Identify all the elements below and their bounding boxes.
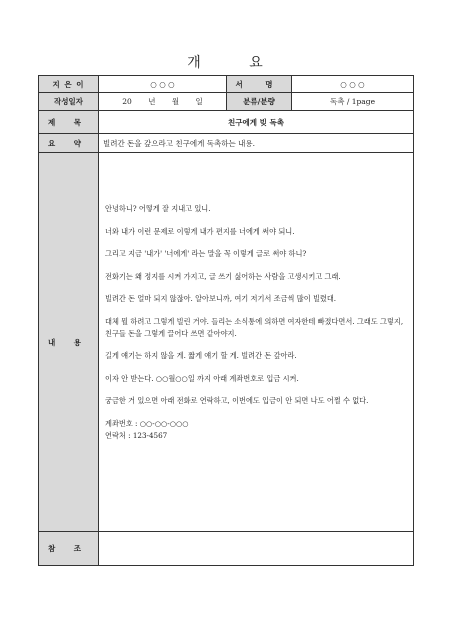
date-row (39, 93, 414, 111)
subject-row (39, 111, 414, 134)
reference-label: 참 조 (39, 532, 99, 566)
content-paragraph: 이자 안 받는다. ○○월○○일 까지 아래 계좌번호로 입금 시켜. (105, 373, 299, 383)
account-number: 계좌번호 : ○○-○○-○○○ (105, 418, 189, 428)
content-body (99, 153, 414, 532)
content-paragraph: 길게 얘기는 하지 않을 게. 짧게 얘기 할 게. 빌려간 돈 갚아라. (105, 351, 297, 360)
author-label: 지 은 이 (39, 76, 99, 93)
page-title: 개 요 (187, 55, 285, 71)
overview-table (38, 75, 414, 566)
date-value: 20 년 월 일 (99, 93, 227, 111)
signature-label: 서 명 (227, 76, 292, 93)
content-paragraph: 그리고 지금 '내가' '너에게' 라는 말을 꼭 이렇게 글로 써야 하니? (105, 249, 307, 258)
content-row (39, 153, 414, 532)
subject-label: 제 목 (39, 111, 99, 134)
author-row (39, 76, 414, 93)
category-value: 독촉 / 1page (292, 93, 414, 111)
reference-value (99, 532, 414, 566)
content-paragraph: 빌려간 돈 얼마 되지 않잖아. 알아보니까, 여기 저기서 조금씩 많이 빌렸대. (105, 294, 337, 303)
category-label: 분류/분량 (227, 93, 292, 111)
signature-value: ○ ○ ○ (292, 76, 414, 93)
content-paragraph: 대체 뭘 하려고 그렇게 빌린 거야. 들리는 소식통에 의하면 여자한테 빠졌다면서. 그래도 그렇지, 친구들 돈을 그렇게 끌어다 쓰면 같아야지. (105, 316, 404, 338)
date-label: 작성일자 (39, 93, 99, 111)
content-label: 내 용 (39, 153, 99, 532)
content-paragraph: 너와 내가 이런 문제로 이렇게 내가 편지를 너에게 써야 되니. (105, 226, 295, 236)
contact-number: 연락처 : 123-4567 (105, 430, 168, 440)
content-paragraph: 안녕하니? 어떻게 잘 지내고 있니. (105, 204, 211, 213)
content-paragraph: 전화기는 왜 정지를 시켜 가지고, 글 쓰기 싫어하는 사람을 고생시키고 그래. (105, 271, 341, 281)
summary-value: 빌려간 돈을 갚으라고 친구에게 독촉하는 내용. (99, 134, 414, 153)
summary-label: 요 약 (39, 134, 99, 153)
reference-row (39, 532, 414, 566)
author-value: ○ ○ ○ (99, 76, 227, 93)
subject-value: 친구에게 빚 독촉 (99, 111, 414, 134)
summary-row (39, 134, 414, 153)
content-paragraph: 궁금한 거 있으면 아래 전화로 연락하고, 이번에도 입금이 안 되면 나도 어쩔 수 없다. (105, 396, 369, 405)
